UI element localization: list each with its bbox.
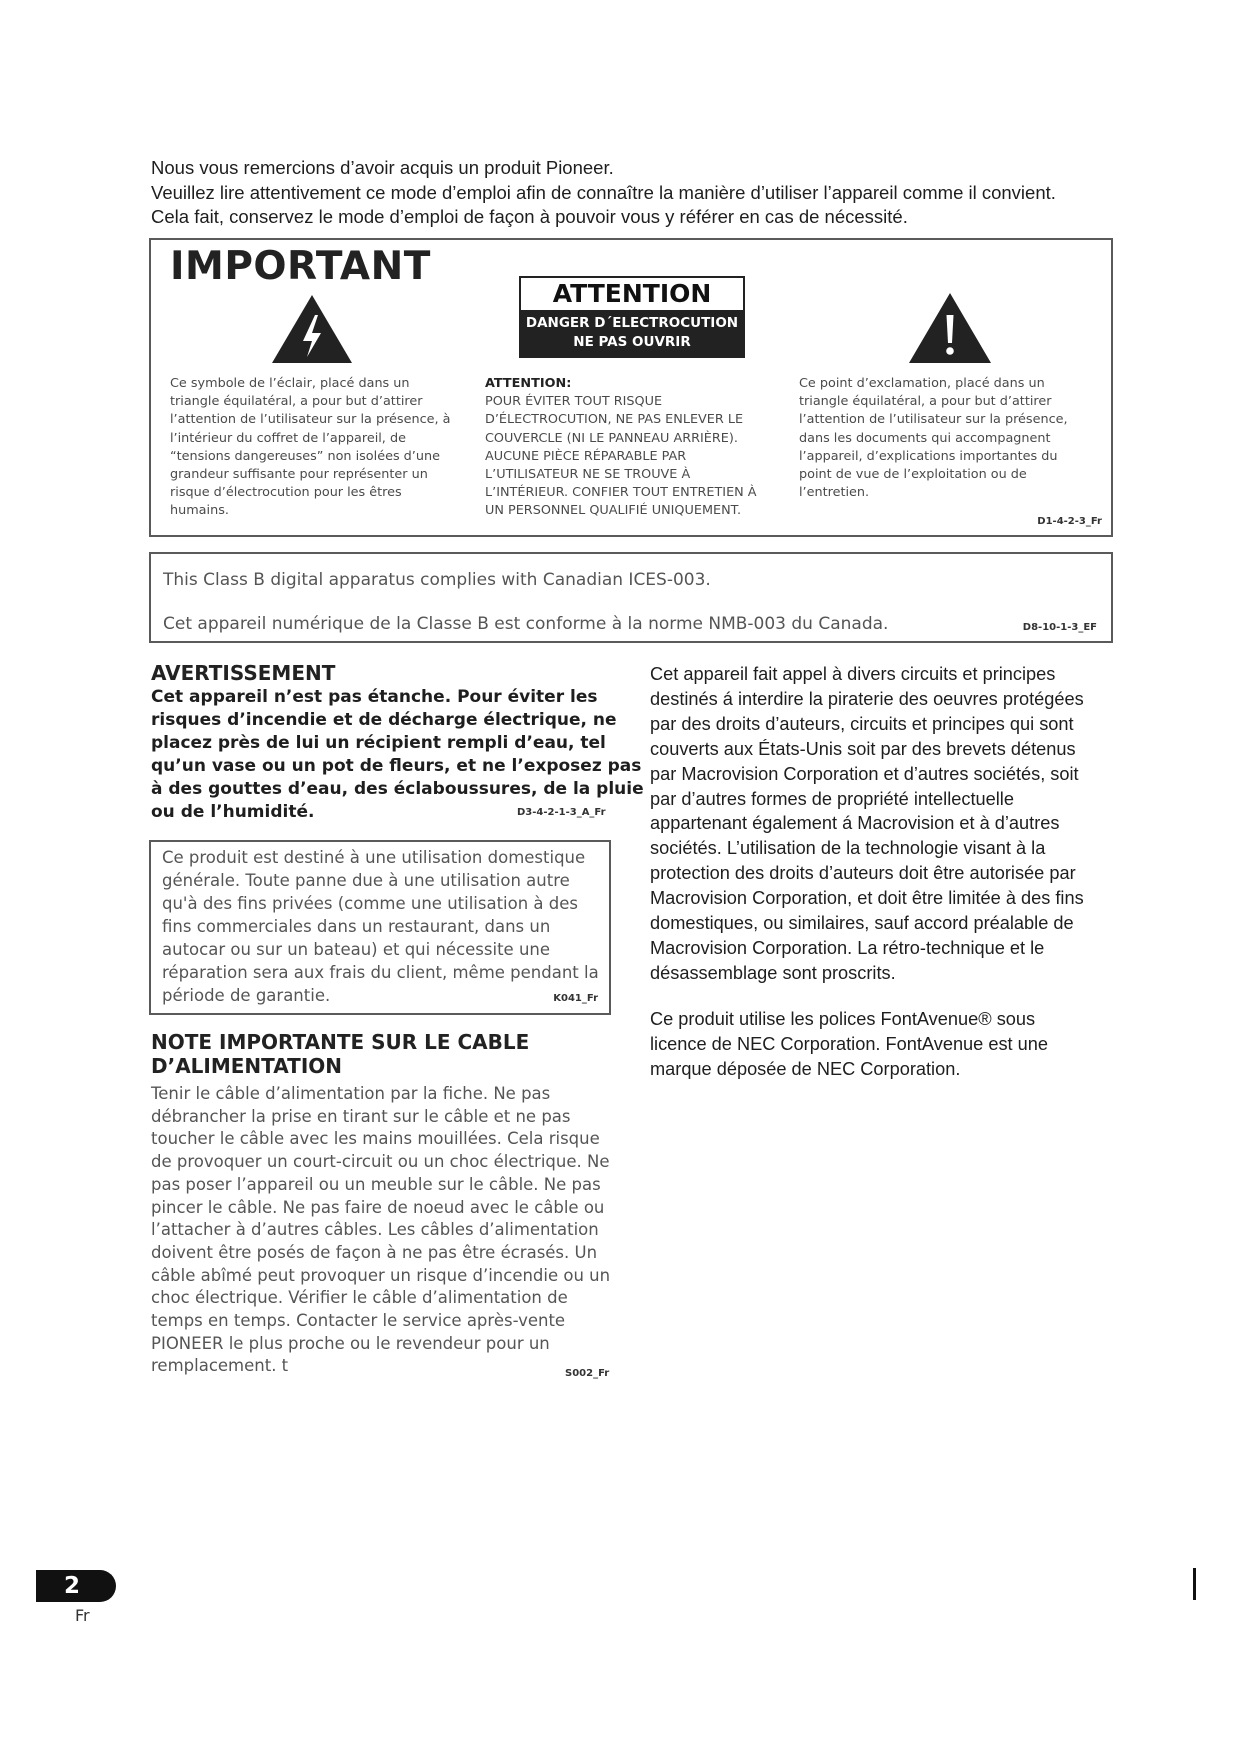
text-line: de provoquer un court-circuit ou un choc électrique. Ne — [151, 1152, 610, 1172]
fontavenue-paragraph — [650, 1007, 1048, 1082]
text-line: l’intérieur du coffret de l’appareil, de — [170, 430, 406, 446]
text-line: Macrovision Corporation. La rétro-technique et le — [650, 937, 1045, 958]
exclamation-explanation — [799, 375, 1068, 502]
intro-line: Veuillez lire attentivement ce mode d’emploi afin de connaître la manière d’utiliser l’appareil comme il convient. — [151, 181, 1056, 203]
text-line: domestiques, ou similaires, sauf accord préalable de — [650, 913, 1074, 934]
text-line: L’UTILISATEUR NE SE TROUVE À — [485, 467, 691, 483]
text-line: fins commerciales dans un restaurant, dans un — [162, 917, 551, 936]
attention-badge-warning — [521, 310, 743, 356]
reference-code: S002_Fr — [565, 1368, 610, 1379]
text-line: Ce symbole de l’éclair, placé dans un — [170, 376, 410, 391]
reference-code: D8-10-1-3_EF — [1022, 622, 1097, 633]
text-line: débrancher la prise en tirant sur le câble et ne pas — [151, 1106, 571, 1126]
text-line: pas poser l’appareil ou un meuble sur le câble. Ne pas — [151, 1174, 601, 1194]
text-line: réparation sera aux frais du client, même pendant la — [162, 963, 599, 982]
text-line: dans les documents qui accompagnent — [799, 430, 1051, 446]
attention-badge-line: DANGER D´ELECTROCUTION — [525, 315, 739, 331]
power-cord-note — [151, 1083, 610, 1378]
text-line: remplacement. t — [151, 1356, 289, 1376]
text-line: appartenant également á Macrovision et à d’autres — [650, 813, 1060, 834]
text-line: par d’autres formes de propriété intellectuelle — [650, 788, 1014, 809]
lightning-triangle-icon — [270, 293, 354, 365]
text-line: protection des droits d’auteurs doit être autorisée par — [650, 863, 1076, 884]
avertissement-text — [151, 686, 644, 824]
text-line: Cet appareil fait appel à divers circuits et principes — [650, 664, 1056, 684]
text-line: qu'à des fins privées (comme une utilisation à des — [162, 894, 579, 913]
note-heading-line1: NOTE IMPORTANTE SUR LE CABLE — [151, 1030, 530, 1054]
text-line: AUCUNE PIÈCE RÉPARABLE PAR — [485, 448, 687, 464]
text-line: doivent être posés de façon à ne pas être écrasés. Un — [151, 1242, 598, 1262]
text-line: marque déposée de NEC Corporation. — [650, 1058, 961, 1079]
important-box — [149, 238, 1113, 537]
text-line: UN PERSONNEL QUALIFIÉ UNIQUEMENT. — [485, 503, 742, 519]
text-line: triangle équilatéral, a pour but d’attirer — [799, 394, 1052, 410]
page-number: 2 — [36, 1570, 116, 1602]
margin-marker — [1193, 1568, 1196, 1600]
avertissement-heading: AVERTISSEMENT — [151, 661, 336, 685]
text-line: couverts aux États-Unis soit par des brevets détenus — [650, 738, 1076, 759]
text-line: point de vue de l’exploitation ou de — [799, 467, 1027, 483]
text-line: générale. Toute panne due à une utilisation autre — [162, 871, 570, 890]
text-line: grandeur suffisante pour représenter un — [170, 467, 428, 483]
important-title: IMPORTANT — [170, 244, 431, 289]
text-line: période de garantie. — [162, 986, 331, 1005]
reference-code: D3-4-2-1-3_A_Fr — [517, 807, 606, 818]
text-line: L’INTÉRIEUR. CONFIER TOUT ENTRETIEN À — [485, 485, 757, 501]
text-line: l’appareil, d’explications importantes du — [799, 448, 1058, 464]
compliance-french: Cet appareil numérique de la Classe B est conforme à la norme NMB-003 du Canada. — [163, 614, 889, 634]
text-line: PIONEER le plus proche ou le revendeur pour un — [151, 1333, 550, 1353]
text-line: par Macrovision Corporation et d’autres sociétés, soit — [650, 763, 1079, 784]
text-line: risque d’électrocution pour les êtres — [170, 485, 402, 501]
domestic-use-text — [162, 846, 599, 1007]
text-line: COUVERCLE (NI LE PANNEAU ARRIÈRE). — [485, 430, 738, 446]
text-line: licence de NEC Corporation. FontAvenue est une — [650, 1033, 1049, 1054]
lightning-explanation — [170, 375, 450, 521]
reference-code: K041_Fr — [553, 993, 598, 1004]
attention-explanation — [485, 375, 757, 521]
domestic-use-box — [149, 840, 611, 1015]
text-line: Macrovision Corporation, et doit être limitée à des fins — [650, 888, 1084, 909]
text-line: à des gouttes d’eau, des éclaboussures, de la pluie — [151, 779, 644, 799]
reference-code: D1-4-2-3_Fr — [1037, 516, 1102, 527]
text-line: l’attention de l’utilisateur sur la présence, à — [170, 412, 451, 428]
attention-badge-title: ATTENTION — [552, 279, 712, 308]
macrovision-paragraph — [650, 662, 1084, 986]
text-line: toucher le câble avec les mains mouillées. Cela risque — [151, 1129, 600, 1149]
text-line: sociétés. L’utilisation de la technologie visant à la — [650, 838, 1046, 859]
attention-badge — [519, 276, 745, 358]
text-line: l’attention de l’utilisateur sur la présence, — [799, 412, 1068, 428]
text-line: choc électrique. Vérifier le câble d’alimentation de — [151, 1288, 568, 1308]
text-line: triangle équilatéral, a pour but d’attirer — [170, 394, 423, 410]
text-line: risques d’incendie et de décharge électrique, ne — [151, 710, 617, 730]
text-line: “tensions dangereuses” non isolées d’une — [170, 448, 440, 464]
exclamation-triangle-icon — [907, 291, 993, 365]
text-line: POUR ÉVITER TOUT RISQUE — [485, 394, 663, 410]
note-heading-line2: D’ALIMENTATION — [151, 1054, 343, 1078]
text-line: autocar ou sur un bateau) et qui nécessite une — [162, 940, 551, 959]
text-line: Ce produit utilise les polices FontAvenue® sous — [650, 1009, 1036, 1029]
text-line: l’attacher à d’autres câbles. Les câbles d’alimentation — [151, 1220, 599, 1240]
canada-compliance-box — [149, 552, 1113, 643]
text-line: qu’un vase ou un pot de fleurs, et ne l’exposez pas — [151, 756, 642, 776]
text-line: temps en temps. Contacter le service après-vente — [151, 1311, 566, 1331]
attention-heading: ATTENTION: — [485, 376, 572, 391]
text-line: Ce point d’exclamation, placé dans un — [799, 376, 1045, 391]
attention-badge-line: NE PAS OUVRIR — [573, 334, 691, 350]
text-line: désassemblage sont proscrits. — [650, 962, 896, 983]
text-line: par des droits d’auteurs, circuits et principes qui sont — [650, 713, 1074, 734]
text-line: Ce produit est destiné à une utilisation domestique — [162, 848, 586, 867]
text-line: humains. — [170, 503, 229, 519]
text-line: Tenir le câble d’alimentation par la fiche. Ne pas — [151, 1084, 551, 1103]
text-line: placez près de lui un récipient rempli d’eau, tel — [151, 733, 606, 753]
compliance-english: This Class B digital apparatus complies with Canadian ICES-003. — [163, 570, 711, 590]
text-line: l’entretien. — [799, 485, 870, 501]
intro-line: Nous vous remercions d’avoir acquis un produit Pioneer. — [151, 157, 614, 178]
text-line: Cet appareil n’est pas étanche. Pour éviter les — [151, 687, 598, 707]
language-label: Fr — [75, 1606, 90, 1625]
text-line: destinés á interdire la piraterie des oeuvres protégées — [650, 688, 1084, 709]
intro-line: Cela fait, conservez le mode d’emploi de façon à pouvoir vous y référer en cas de nécessité. — [151, 206, 908, 227]
text-line: pincer le câble. Ne pas faire de noeud avec le câble ou — [151, 1197, 605, 1217]
intro-paragraph — [151, 156, 1111, 230]
text-line: D’ÉLECTROCUTION, NE PAS ENLEVER LE — [485, 412, 744, 428]
text-line: ou de l’humidité. — [151, 802, 315, 822]
text-line: câble abîmé peut provoquer un risque d’incendie ou un — [151, 1265, 611, 1285]
